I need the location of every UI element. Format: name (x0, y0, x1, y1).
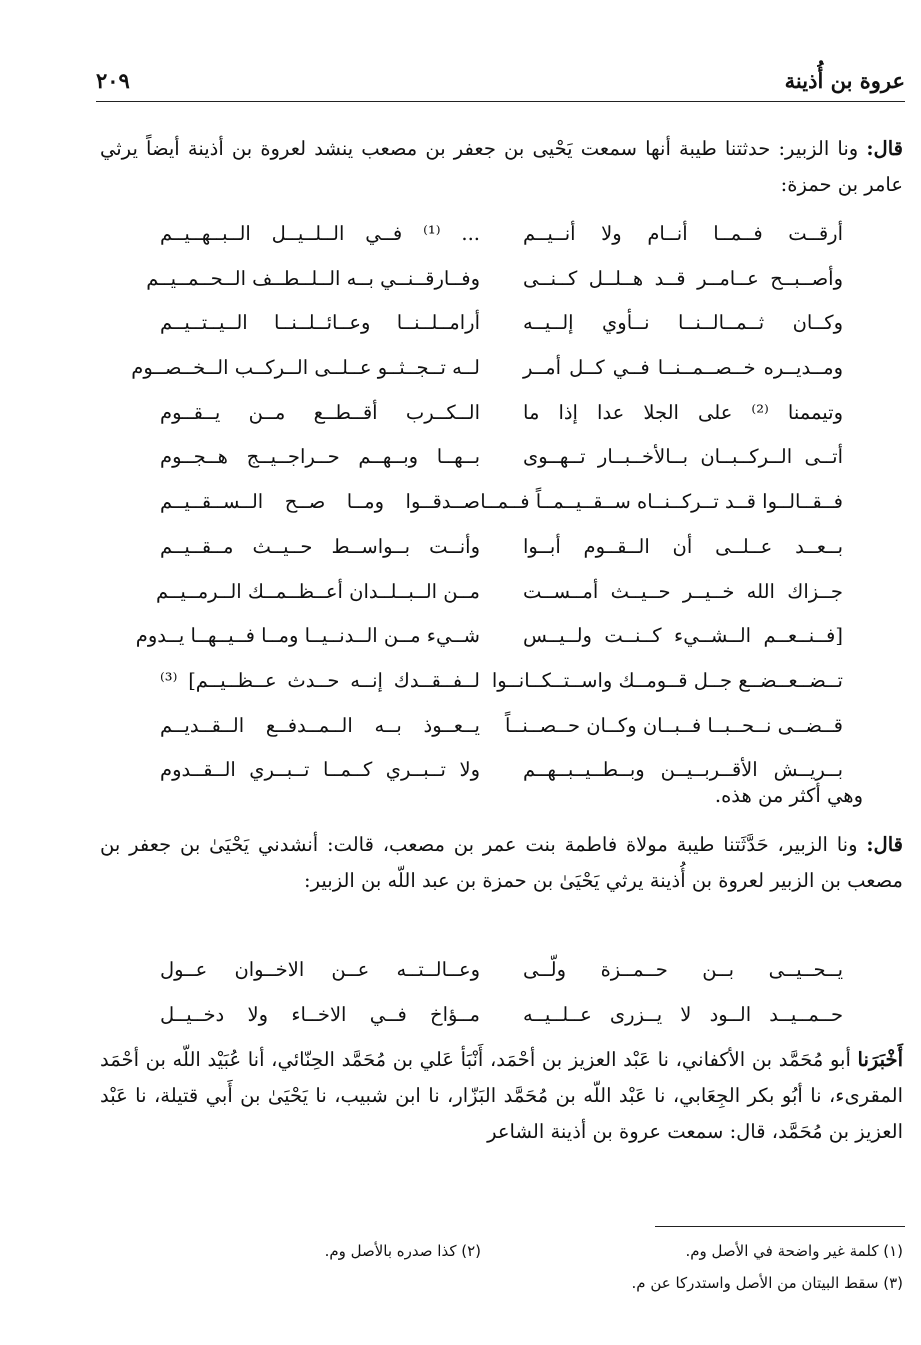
second-hemistich: لــه تــجــثــو عــلــى الــركــب الــخــصــوم (131, 356, 480, 380)
first-hemistich: جــزاك الله خــيــر حــيــث أمــســت (523, 579, 843, 603)
verse-line (100, 958, 903, 1003)
footnote-1: (١) كلمة غير واضحة في الأصل وم. (685, 1242, 903, 1260)
first-hemistich: بــريــش الأقــربــيــن وبــطــيــبــهــم (523, 758, 843, 782)
first-hemistich: قــضــى نــحــبــا فــبــان وكــان حــصــنــاً (504, 713, 843, 737)
second-hemistich: صــدقــوا ومــا صــح الــســقــيــم (160, 490, 480, 514)
second-hemistich: ولا تــبــري كــمــا تــبــري الــقــدوم (160, 758, 480, 782)
poem-tail-note: وهي أكثر من هذه. (714, 784, 863, 807)
intro-paragraph (100, 131, 903, 203)
first-hemistich: حــمــيــد الــود لا يــزرى عــلــيــه (523, 1002, 843, 1026)
elegy-poem (100, 222, 903, 803)
second-paragraph (100, 827, 903, 899)
running-title: عروة بن أُذينة (784, 68, 905, 93)
verse-line (100, 401, 903, 446)
first-hemistich: [فــنــعــم الــشــيء كــنــت ولــيــس (523, 624, 843, 648)
first-hemistich: وتيممنا ⁽²⁾ على الجلا عدا إذا ما (523, 400, 843, 424)
second-hemistich: لــفــقــدك إنــه حــدث عــظــيــم] ⁽³⁾ (160, 668, 480, 692)
second-hemistich: وفــارقــنــي بــه الــلــطــف الــحــمــيــم (146, 266, 480, 290)
verse-line (100, 624, 903, 669)
first-hemistich: تــضــعــضــع جــل قــومــك واســتــكــانــوا (491, 668, 843, 692)
intro-text: ونا الزبير: حدثتنا طيبة أنها سمعت يَحْيى بن جعفر بن مصعب ينشد لعروة بن أذينة أيضاً يرثي عامر بن حمزة: (100, 137, 903, 196)
verse-line (100, 714, 903, 759)
verse-line (100, 669, 903, 714)
first-hemistich: أرقــت فــمــا أنــام ولا أنــيــم (523, 222, 843, 245)
verse-line (100, 356, 903, 401)
intro-label: قال: (866, 137, 903, 160)
second-label: قال: (866, 833, 903, 856)
first-hemistich: ومــديــره خــصــمــنــا فــي كــل أمــر (523, 356, 843, 380)
isnad-text: أبو مُحَمَّد بن الأكفاني، نا عَبْد العزيز بن أحْمَد، أَنْبَأ عَلي بن مُحَمَّد الحِنّائي، أنا عُبَيْد اللّه بن أحْمَد المقرىء، نا أبُو بكر الجِعَابي، نا عَبْد اللّه بن مُحَمَّد البَزّار، نا ابن شبيب، نا يَحْيَىٰ بن أَبي قتيلة، نا عَبْد العزيز بن مُحَمَّد، قال: سمعت عروة بن أذينة الشاعر (100, 1048, 903, 1143)
footnote-3: (٣) سقط البيتان من الأصل واستدركا عن م. (631, 1274, 903, 1292)
second-hemistich: شــيء مــن الــدنــيــا ومــا فــيــهــا يــدوم (135, 624, 480, 648)
verse-line (100, 1003, 903, 1048)
first-hemistich: أتــى الــركــبــان بــالأخــبــار تــهــوى (523, 445, 843, 469)
first-hemistich: بــعــد عــلــى أن الــقــوم أبــوا (523, 534, 843, 558)
isnad-label: أَخْبَرَنا (857, 1048, 904, 1071)
second-text: ونا الزبير، حَدَّثَتنا طيبة مولاة فاطمة بنت عمر بن مصعب، قالت: أنشدني يَحْيَىٰ بن جعفر بن مصعب بن الزبير لعروة بن أُذينة يرثي يَحْيَىٰ بن حمزة بن عبد اللّه بن الزبير: (100, 833, 903, 892)
page-number: ٢٠٩ (96, 68, 130, 93)
first-hemistich: وأصــبــح عــامــر قــد هــلــل كــنــى (523, 266, 843, 290)
verse-line (100, 445, 903, 490)
second-poem (100, 958, 903, 1047)
second-hemistich: وأنــت بــواســط حــيــث مــقــيــم (160, 534, 480, 558)
first-hemistich: يــحــيــى بــن حــمــزة ولّــى (523, 958, 843, 981)
first-hemistich: فــقــالــوا قــد تــركــنــاه ســقــيــمــاً فــمــا (480, 490, 843, 514)
second-hemistich: بــهــا وبــهــم حــراجــيــج هــجــوم (160, 445, 480, 469)
verse-line (100, 311, 903, 356)
isnad-paragraph (100, 1042, 903, 1150)
verse-line (100, 490, 903, 535)
footnote-rule (655, 1226, 905, 1227)
footnote-2: (٢) كذا صدره بالأصل وم. (324, 1242, 481, 1260)
second-hemistich: الــكــرب أقــطــع مــن يــقــوم (160, 400, 480, 424)
header-rule (96, 101, 905, 102)
second-hemistich: أرامــلــنــا وعــائــلــنــا الــيــتــيــم (160, 311, 480, 335)
verse-line (100, 267, 903, 312)
verse-line (100, 535, 903, 580)
second-hemistich: مــن الــبــلــدان أعــظــمــك الــرمــيــم (156, 579, 480, 603)
second-hemistich: ... ⁽¹⁾ فــي الــلــيــل الــبــهــيــم (160, 222, 480, 245)
second-hemistich: يــعــوذ بــه الــمــدفــع الــقــديــم (160, 713, 480, 737)
verse-line (100, 580, 903, 625)
second-hemistich: وعــالــتــه عــن الاخــوان عــول (160, 958, 480, 981)
first-hemistich: وكــان ثــمــالــنــا نــأوي إلــيــه (523, 311, 843, 335)
verse-line (100, 222, 903, 267)
page-header (96, 62, 905, 102)
second-hemistich: مــؤاخ فــي الاخــاء ولا دخــيــل (160, 1002, 480, 1026)
